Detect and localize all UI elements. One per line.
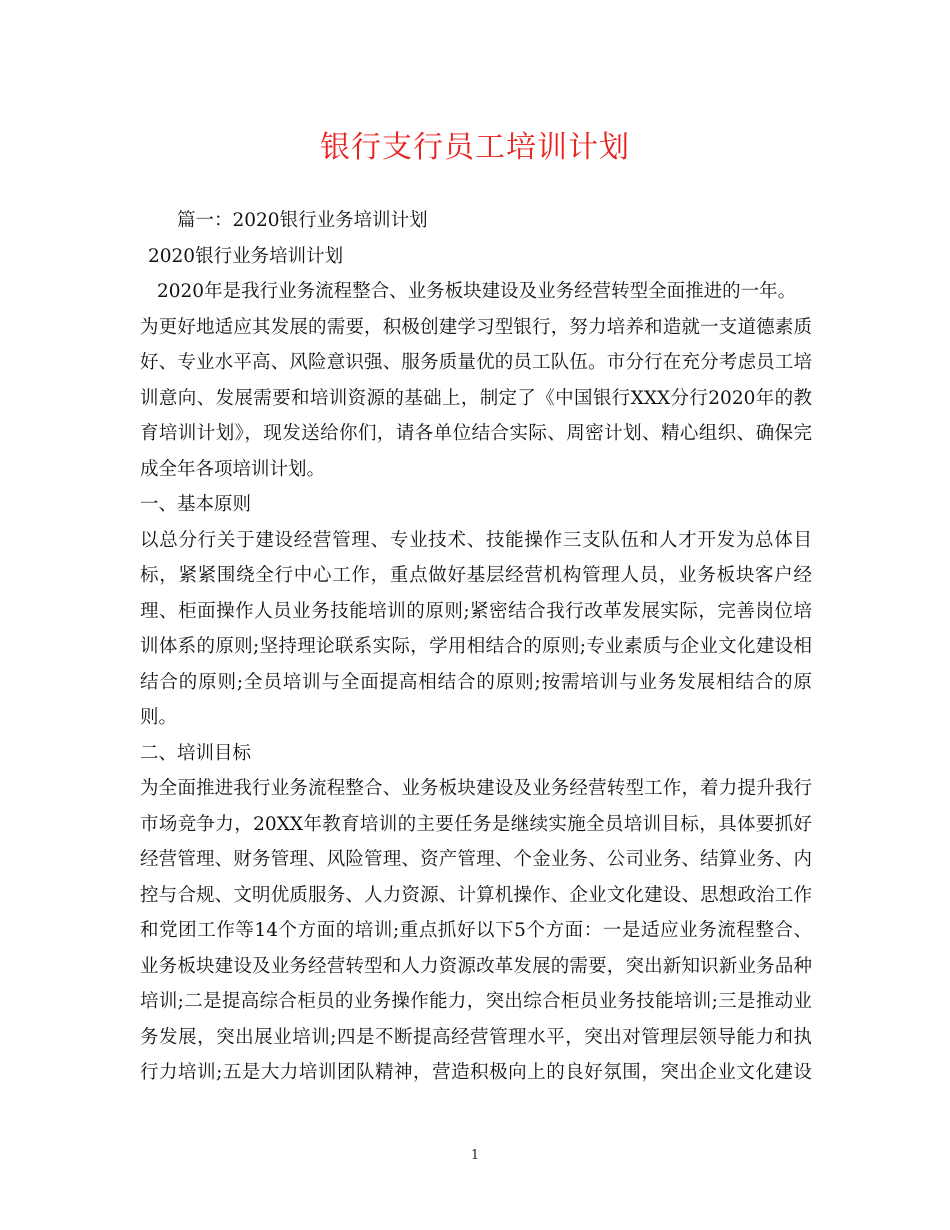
page-number: 1 <box>470 1148 480 1163</box>
paragraph-line: 控与合规、文明优质服务、人力资源、计算机操作、企业文化建设、思想政治工作 <box>140 884 812 906</box>
paragraph-line: 行力培训;五是大力培训团队精神，营造积极向上的良好氛围，突出企业文化建设 <box>140 1062 812 1083</box>
section-heading: 篇一：2020银行业务培训计划 <box>177 210 428 231</box>
paragraph-line: 理、柜面操作人员业务技能培训的原则;紧密结合我行改革发展实际，完善岗位培 <box>140 600 812 622</box>
document-body <box>140 203 812 1091</box>
paragraph-line: 经营管理、财务管理、风险管理、资产管理、个金业务、公司业务、结算业务、内 <box>140 849 812 870</box>
paragraph-line: 结合的原则;全员培训与全面提高相结合的原则;按需培训与业务发展相结合的原 <box>140 671 812 693</box>
subtitle-line: 2020银行业务培训计划 <box>148 245 344 267</box>
paragraph-line: 为更好地适应其发展的需要，积极创建学习型银行，努力培养和造就一支道德素质 <box>140 316 812 338</box>
paragraph-line: 成全年各项培训计划。 <box>140 458 326 480</box>
paragraph-line: 2020年是我行业务流程整合、业务板块建设及业务经营转型全面推进的一年。 <box>157 281 797 302</box>
section-heading: 二、培训目标 <box>140 742 252 764</box>
paragraph-line: 训体系的原则;坚持理论联系实际，学用相结合的原则;专业素质与企业文化建设相 <box>140 636 812 657</box>
paragraph-line: 好、专业水平高、风险意识强、服务质量优的员工队伍。市分行在充分考虑员工培 <box>140 352 812 373</box>
paragraph-line: 则。 <box>140 707 178 728</box>
paragraph-line: 市场竞争力，20XX年教育培训的主要任务是继续实施全员培训目标，具体要抓好 <box>140 813 812 835</box>
section-heading: 一、基本原则 <box>140 494 252 515</box>
paragraph-line: 育培训计划》，现发送给你们，请各单位结合实际、周密计划、精心组织、确保完 <box>140 423 812 444</box>
paragraph-line: 标，紧紧围绕全行中心工作，重点做好基层经营机构管理人员，业务板块客户经 <box>140 565 812 586</box>
paragraph-line: 训意向、发展需要和培训资源的基础上，制定了《中国银行XXX分行2020年的教 <box>140 387 812 409</box>
paragraph-line: 务发展，突出展业培训;四是不断提高经营管理水平，突出对管理层领导能力和执 <box>140 1026 812 1048</box>
paragraph-line: 和党团工作等14个方面的培训;重点抓好以下5个方面：一是适应业务流程整合、 <box>140 920 812 941</box>
paragraph-line: 为全面推进我行业务流程整合、业务板块建设及业务经营转型工作，着力提升我行 <box>140 778 812 799</box>
paragraph-line: 业务板块建设及业务经营转型和人力资源改革发展的需要，突出新知识新业务品种 <box>140 955 812 977</box>
paragraph-line: 培训;二是提高综合柜员的业务操作能力，突出综合柜员业务技能培训;三是推动业 <box>140 991 812 1012</box>
paragraph-line: 以总分行关于建设经营管理、专业技术、技能操作三支队伍和人才开发为总体目 <box>140 529 812 551</box>
document-title: 银行支行员工培训计划 <box>320 130 630 165</box>
